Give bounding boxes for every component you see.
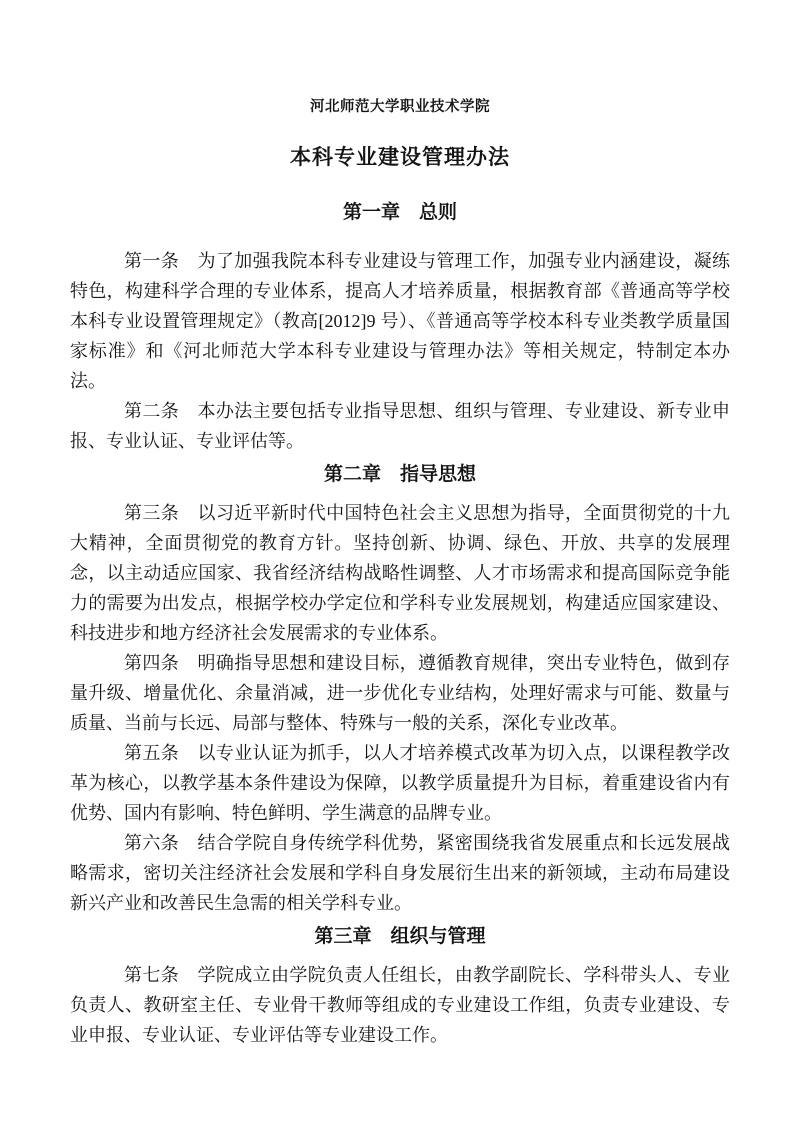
paragraph-article-2: 第二条 本办法主要包括专业指导思想、组织与管理、专业建设、新专业申报、专业认证、专业评估等。 <box>70 401 730 451</box>
chapter-2-heading: 第二章 指导思想 <box>323 464 476 485</box>
paragraph-article-6: 第六条 结合学院自身传统学科优势，紧密围绕我省发展重点和长远发展战略需求，密切关注经济社会发展和学科自身发展衍生出来的新领域，主动布局建设新兴产业和改善民生急需的相关学科专业。 <box>70 833 730 913</box>
document-title: 本科专业建设管理办法 <box>290 146 510 169</box>
chapter-1-heading: 第一章 总则 <box>342 202 457 223</box>
paragraph-article-1: 第一条 为了加强我院本科专业建设与管理工作，加强专业内涵建设，凝练特色，构建科学合理的专业体系，提高人才培养质量，根据教育部《普通高等学校本科专业设置管理规定》（教高[2012]9 号）、《普通高等学校本科专业类教学质量国家标准》和《河北师范大学本科专业建设与管理办法》等相关规定，特制定本办法。 <box>70 251 730 391</box>
chapter-3-heading: 第三章 组织与管理 <box>314 926 486 947</box>
paragraph-article-4: 第四条 明确指导思想和建设目标，遵循教育规律，突出专业特色，做到存量升级、增量优化、余量消减，进一步优化专业结构，处理好需求与可能、数量与质量、当前与长远、局部与整体、特殊与一般的关系，深化专业改革。 <box>70 653 730 733</box>
paragraph-article-7: 第七条 学院成立由学院负责人任组长，由教学副院长、学科带头人、专业负责人、教研室主任、专业骨干教师等组成的专业建设工作组，负责专业建设、专业申报、专业认证、专业评估等专业建设工作。 <box>70 965 730 1045</box>
institution-header: 河北师范大学职业技术学院 <box>310 99 490 115</box>
paragraph-article-3: 第三条 以习近平新时代中国特色社会主义思想为指导，全面贯彻党的十九大精神，全面贯彻党的教育方针。坚持创新、协调、绿色、开放、共享的发展理念，以主动适应国家、我省经济结构战略性调整、人才市场需求和提高国际竞争能力的需要为出发点，根据学校办学定位和学科专业发展规划，构建适应国家建设、科技进步和地方经济社会发展需求的专业体系。 <box>70 503 730 643</box>
document-body <box>70 246 730 1050</box>
paragraph-article-5: 第五条 以专业认证为抓手，以人才培养模式改革为切入点，以课程教学改革为核心，以教学基本条件建设为保障，以教学质量提升为目标，着重建设省内有优势、国内有影响、特色鲜明、学生满意的品牌专业。 <box>70 743 730 823</box>
